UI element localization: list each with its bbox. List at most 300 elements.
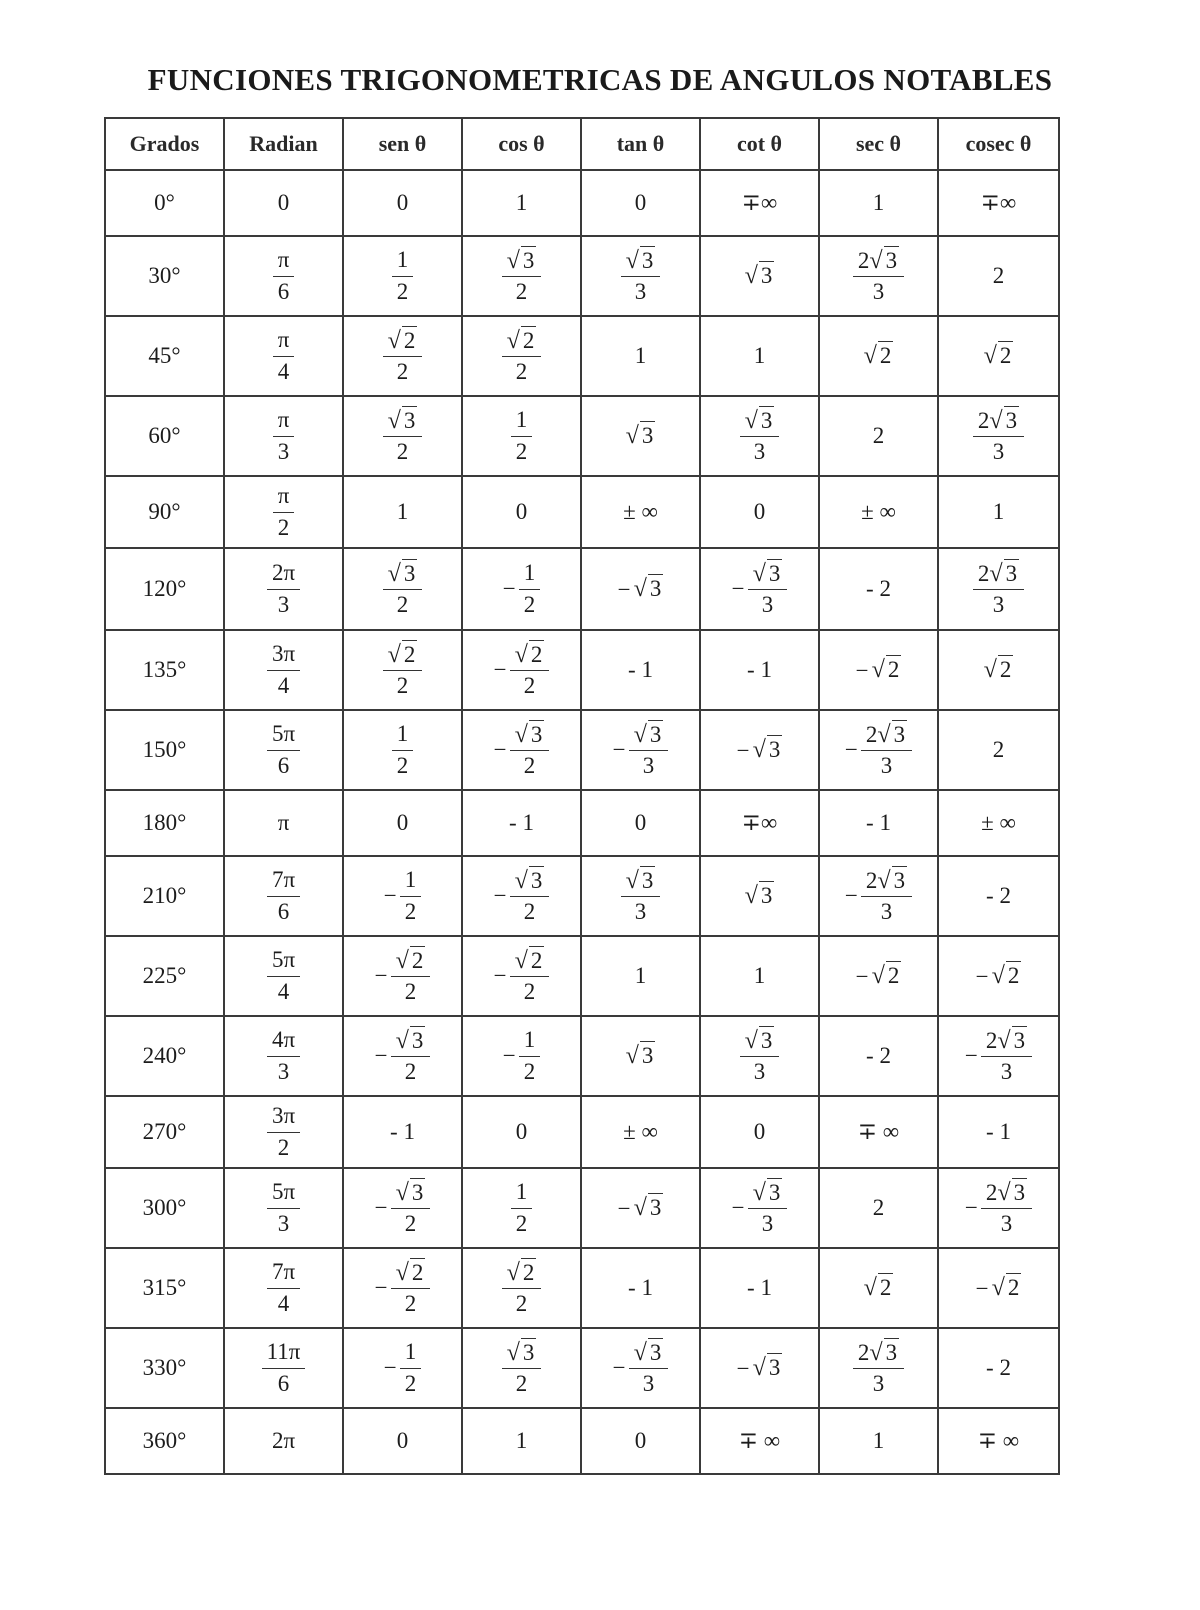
math-value xyxy=(745,263,775,288)
denominator: 3 xyxy=(277,1058,290,1084)
numerator xyxy=(391,948,431,977)
minus-sign: − xyxy=(502,1043,516,1068)
radicand: 3 xyxy=(649,1194,662,1220)
radical: 2√ 3 xyxy=(977,559,1018,587)
numerator xyxy=(973,408,1024,437)
radical: 2√ 3 xyxy=(985,1026,1026,1054)
radical-sign: √ xyxy=(514,720,528,748)
radicand: 2 xyxy=(879,1275,892,1300)
denominator: 3 xyxy=(1000,1211,1013,1237)
minus-sign: − xyxy=(493,883,507,908)
cell-sen xyxy=(343,236,462,316)
denominator: 6 xyxy=(277,278,290,304)
radicand: 2 xyxy=(411,1259,424,1285)
cell-grados: 0° xyxy=(105,170,224,236)
radical: 2√ 3 xyxy=(857,246,898,274)
radical xyxy=(388,642,418,667)
cell-cot xyxy=(700,630,819,710)
denominator: 3 xyxy=(872,1371,885,1397)
math-value: 0 xyxy=(634,190,647,215)
denominator: 4 xyxy=(277,358,290,384)
math-value xyxy=(621,866,661,925)
cell-radian xyxy=(224,1096,343,1168)
math-value xyxy=(618,1195,664,1220)
cell-sen xyxy=(343,1408,462,1474)
radicand: 2 xyxy=(1007,962,1020,988)
radical xyxy=(745,263,775,288)
denominator: 2 xyxy=(523,673,536,699)
radical: 2√ 3 xyxy=(865,720,906,748)
header-cosec: cosec θ xyxy=(938,118,1059,170)
denominator: 2 xyxy=(523,899,536,925)
radicand: 2 xyxy=(522,1259,535,1285)
math-value: 0 xyxy=(396,190,409,215)
radical xyxy=(984,343,1014,368)
cell-cot xyxy=(700,1248,819,1328)
cell-cos xyxy=(462,1248,581,1328)
radical-sign: √ xyxy=(514,866,528,894)
cell-cot xyxy=(700,1016,819,1096)
math-value: - 1 xyxy=(509,810,534,835)
math-value xyxy=(856,657,902,682)
math-value xyxy=(383,326,423,385)
cell-cot xyxy=(700,936,819,1016)
math-value: 1 xyxy=(753,343,766,368)
math-value xyxy=(392,721,414,778)
cell-cot xyxy=(700,548,819,630)
header-tan: tan θ xyxy=(581,118,700,170)
cell-cosec xyxy=(938,1016,1059,1096)
fraction xyxy=(391,1260,431,1317)
denominator: 6 xyxy=(277,898,290,924)
denominator: 2 xyxy=(515,279,528,305)
math-value: 0 xyxy=(515,1119,528,1144)
fraction xyxy=(981,1180,1032,1237)
math-value: 0 xyxy=(753,499,766,524)
radicand: 2 xyxy=(999,343,1012,368)
radical-sign: √ xyxy=(863,1274,877,1301)
cell-grados: 45° xyxy=(105,316,224,396)
cell-tan xyxy=(581,630,700,710)
minus-sign: − xyxy=(964,1043,978,1068)
header-grados: Grados xyxy=(105,118,224,170)
cell-sec xyxy=(819,710,938,790)
denominator: 3 xyxy=(277,438,290,464)
numerator: 7π xyxy=(267,1260,300,1288)
cell-grados: 210° xyxy=(105,856,224,936)
fraction xyxy=(748,561,788,618)
cell-grados: 270° xyxy=(105,1096,224,1168)
fraction xyxy=(391,948,431,1005)
math-value: 1 xyxy=(515,190,528,215)
radical xyxy=(992,1275,1022,1300)
denominator: 2 xyxy=(515,1291,528,1317)
cell-cot xyxy=(700,856,819,936)
fraction xyxy=(740,408,780,465)
cell-cot xyxy=(700,790,819,856)
math-value: 0 xyxy=(634,1428,647,1453)
math-value: - 1 xyxy=(866,810,891,835)
cell-cosec xyxy=(938,1248,1059,1328)
math-value xyxy=(493,946,550,1005)
radicand: 2 xyxy=(879,343,892,368)
minus-sign: − xyxy=(975,964,989,990)
denominator: 3 xyxy=(880,899,893,925)
radicand: 3 xyxy=(760,263,773,288)
table-row xyxy=(105,548,1059,630)
cell-sen xyxy=(343,1248,462,1328)
minus-sign: − xyxy=(731,576,745,601)
radical xyxy=(626,423,656,448)
fraction xyxy=(400,868,422,923)
fraction xyxy=(267,1104,300,1159)
cell-radian: π xyxy=(224,790,343,856)
cell-sen xyxy=(343,396,462,476)
fraction xyxy=(511,408,533,463)
numerator: 1 xyxy=(511,408,533,436)
cell-cos xyxy=(462,856,581,936)
numerator xyxy=(391,1260,431,1289)
denominator: 3 xyxy=(1000,1059,1013,1085)
numerator: π xyxy=(273,408,295,436)
minus-sign: − xyxy=(374,1043,388,1068)
fraction xyxy=(510,868,550,925)
cell-sec xyxy=(819,1408,938,1474)
radical-sign: √ xyxy=(991,961,1005,989)
numerator xyxy=(748,1180,788,1209)
cell-tan xyxy=(581,1016,700,1096)
minus-sign: − xyxy=(964,1195,978,1220)
fraction xyxy=(511,1180,533,1235)
cell-tan xyxy=(581,1328,700,1408)
radicand: 3 xyxy=(530,867,543,893)
cell-sec xyxy=(819,1328,938,1408)
denominator: 3 xyxy=(880,753,893,779)
fraction xyxy=(383,408,423,465)
radicand: 2 xyxy=(403,327,416,353)
table-row xyxy=(105,1248,1059,1328)
radical xyxy=(396,948,426,973)
math-value xyxy=(626,1043,656,1068)
numerator xyxy=(391,1028,431,1057)
cell-sec xyxy=(819,630,938,710)
denominator: 2 xyxy=(396,673,409,699)
math-value xyxy=(731,559,788,618)
radical-sign: √ xyxy=(514,946,528,974)
math-value xyxy=(383,867,421,924)
cell-cos xyxy=(462,476,581,548)
math-value: 2 xyxy=(872,423,885,448)
radicand: 3 xyxy=(768,1179,781,1205)
cell-cot xyxy=(700,396,819,476)
table-row xyxy=(105,1168,1059,1248)
math-value: ± ∞ xyxy=(623,1119,658,1144)
math-value xyxy=(984,657,1014,682)
radical xyxy=(515,642,545,667)
math-value: 0 xyxy=(515,499,528,524)
fraction xyxy=(502,1260,542,1317)
radical-sign: √ xyxy=(744,406,758,434)
cell-sec xyxy=(819,790,938,856)
cell-tan xyxy=(581,1096,700,1168)
cell-sen xyxy=(343,1096,462,1168)
radicand: 3 xyxy=(641,247,654,273)
cell-grados: 135° xyxy=(105,630,224,710)
fraction xyxy=(267,1028,300,1083)
math-value: 2 xyxy=(992,263,1005,288)
table-row xyxy=(105,1408,1059,1474)
denominator: 3 xyxy=(753,439,766,465)
radicand: 3 xyxy=(649,721,662,747)
radical xyxy=(396,1180,426,1205)
numerator: 5π xyxy=(267,722,300,750)
fraction xyxy=(621,248,661,305)
radicand: 3 xyxy=(649,575,662,601)
cell-radian: 2π xyxy=(224,1408,343,1474)
numerator xyxy=(629,1340,669,1369)
radical xyxy=(864,1275,894,1300)
cell-grados: 240° xyxy=(105,1016,224,1096)
fraction xyxy=(267,1260,300,1315)
math-value: ∓∞ xyxy=(741,810,778,835)
cell-cosec xyxy=(938,548,1059,630)
radical xyxy=(753,561,783,586)
numerator: 1 xyxy=(400,1340,422,1368)
cell-tan xyxy=(581,856,700,936)
denominator: 3 xyxy=(761,1211,774,1237)
radical xyxy=(745,1028,775,1053)
cell-cot xyxy=(700,1168,819,1248)
cell-tan xyxy=(581,1248,700,1328)
radicand: 3 xyxy=(1005,560,1018,586)
math-value: ± ∞ xyxy=(981,810,1016,835)
radical-sign: √ xyxy=(633,720,647,748)
cell-grados: 330° xyxy=(105,1328,224,1408)
fraction xyxy=(262,1340,306,1395)
numerator xyxy=(510,722,550,751)
cell-cosec xyxy=(938,476,1059,548)
fraction xyxy=(519,1028,541,1083)
radical-sign: √ xyxy=(625,422,639,449)
radical-sign: √ xyxy=(877,720,891,748)
cell-tan xyxy=(581,1408,700,1474)
radical-sign: √ xyxy=(633,1338,647,1366)
numerator xyxy=(621,868,661,897)
radical xyxy=(507,328,537,353)
math-value: 0 xyxy=(634,810,647,835)
fraction xyxy=(267,948,300,1003)
cell-sen xyxy=(343,1016,462,1096)
radicand: 3 xyxy=(522,1339,535,1365)
radical: 2√ 3 xyxy=(985,1178,1026,1206)
denominator: 3 xyxy=(642,1371,655,1397)
denominator: 3 xyxy=(642,753,655,779)
cell-cos xyxy=(462,548,581,630)
denominator: 3 xyxy=(277,591,290,617)
numerator: 5π xyxy=(267,948,300,976)
math-value xyxy=(737,737,783,762)
math-value xyxy=(493,720,550,779)
radicand: 2 xyxy=(887,656,900,682)
header-cos: cos θ xyxy=(462,118,581,170)
radical: 2√ 3 xyxy=(977,406,1018,434)
math-value xyxy=(984,343,1014,368)
math-value xyxy=(392,247,414,304)
denominator: 3 xyxy=(634,279,647,305)
radical xyxy=(872,963,902,988)
numerator: 1 xyxy=(392,248,414,276)
table-row xyxy=(105,936,1059,1016)
radical-sign: √ xyxy=(506,1338,520,1366)
cell-cos xyxy=(462,1096,581,1168)
math-value xyxy=(853,246,904,305)
radical-sign: √ xyxy=(989,559,1003,587)
radical xyxy=(396,1028,426,1053)
radicand: 3 xyxy=(641,867,654,893)
radicand: 3 xyxy=(1013,1179,1026,1205)
fraction xyxy=(621,868,661,925)
radical-sign: √ xyxy=(989,406,1003,434)
numerator xyxy=(740,408,780,437)
radical-sign: √ xyxy=(387,406,401,434)
radical-sign: √ xyxy=(869,246,883,274)
fraction xyxy=(519,561,541,616)
header-radian: Radian xyxy=(224,118,343,170)
numerator: 3π xyxy=(267,642,300,670)
radical-sign: √ xyxy=(871,961,885,989)
cell-sec xyxy=(819,1168,938,1248)
radical-sign: √ xyxy=(871,655,885,683)
numerator xyxy=(383,408,423,437)
radical-sign: √ xyxy=(395,1026,409,1054)
radical xyxy=(396,1260,426,1285)
radical-sign: √ xyxy=(625,246,639,274)
math-value xyxy=(502,1258,542,1317)
radicand: 3 xyxy=(760,1027,773,1053)
cell-radian xyxy=(224,396,343,476)
numerator xyxy=(502,328,542,357)
math-value xyxy=(502,326,542,385)
math-value xyxy=(976,1275,1022,1300)
cell-sen xyxy=(343,170,462,236)
radical-sign: √ xyxy=(633,574,647,602)
table-row xyxy=(105,396,1059,476)
denominator: 2 xyxy=(396,278,409,304)
radical xyxy=(753,737,783,762)
cell-grados: 360° xyxy=(105,1408,224,1474)
fraction xyxy=(400,1340,422,1395)
radical-sign: √ xyxy=(877,866,891,894)
table-row xyxy=(105,1328,1059,1408)
radical xyxy=(388,328,418,353)
radical-sign: √ xyxy=(983,342,997,369)
math-value xyxy=(740,1026,780,1085)
denominator: 2 xyxy=(523,979,536,1005)
math-value xyxy=(502,560,540,617)
cell-tan xyxy=(581,170,700,236)
cell-radian xyxy=(224,710,343,790)
math-value xyxy=(853,1338,904,1397)
radical xyxy=(634,1340,664,1365)
cell-sen xyxy=(343,936,462,1016)
radicand: 3 xyxy=(411,1179,424,1205)
page-title: FUNCIONES TRIGONOMETRICAS DE ANGULOS NOTABLES xyxy=(147,62,1053,97)
cell-cos xyxy=(462,1328,581,1408)
radical xyxy=(745,883,775,908)
radical-sign: √ xyxy=(983,656,997,683)
denominator: 3 xyxy=(753,1059,766,1085)
radicand: 3 xyxy=(760,407,773,433)
table-row xyxy=(105,630,1059,710)
denominator: 2 xyxy=(404,898,417,924)
minus-sign: − xyxy=(617,577,631,603)
math-value: 1 xyxy=(515,1428,528,1453)
cell-grados: 315° xyxy=(105,1248,224,1328)
cell-cot xyxy=(700,316,819,396)
minus-sign: − xyxy=(493,963,507,988)
fraction xyxy=(502,1340,542,1397)
math-value: 1 xyxy=(634,343,647,368)
radical-sign: √ xyxy=(633,1193,647,1221)
math-value xyxy=(737,1355,783,1380)
radicand: 2 xyxy=(522,327,535,353)
table-row xyxy=(105,1096,1059,1168)
cell-sec xyxy=(819,396,938,476)
numerator xyxy=(973,561,1024,590)
radical-sign: √ xyxy=(744,1026,758,1054)
cell-sec xyxy=(819,548,938,630)
numerator: 1 xyxy=(511,1180,533,1208)
numerator xyxy=(861,868,912,897)
math-value xyxy=(612,1338,669,1397)
radicand: 3 xyxy=(641,1043,654,1068)
cell-cosec xyxy=(938,856,1059,936)
radical xyxy=(753,1180,783,1205)
radical xyxy=(626,248,656,273)
numerator: 7π xyxy=(267,868,300,896)
denominator: 2 xyxy=(404,1370,417,1396)
math-value: - 2 xyxy=(986,1355,1011,1380)
math-value xyxy=(844,866,912,925)
table-row xyxy=(105,170,1059,236)
table-row xyxy=(105,790,1059,856)
trig-table xyxy=(104,117,1060,1475)
denominator: 3 xyxy=(761,592,774,618)
cell-radian xyxy=(224,1248,343,1328)
math-value: - 1 xyxy=(628,1275,653,1300)
math-value xyxy=(511,407,533,464)
cell-radian xyxy=(224,236,343,316)
math-value: - 2 xyxy=(986,883,1011,908)
cell-cos xyxy=(462,790,581,856)
numerator: π xyxy=(273,328,295,356)
header-cot: cot θ xyxy=(700,118,819,170)
radical xyxy=(626,1043,656,1068)
math-value xyxy=(374,1178,431,1237)
cell-cot xyxy=(700,170,819,236)
radicand: 2 xyxy=(530,641,543,667)
math-value xyxy=(964,1026,1032,1085)
math-value xyxy=(864,1275,894,1300)
denominator: 4 xyxy=(277,672,290,698)
header-sen: sen θ xyxy=(343,118,462,170)
math-value: ∓ ∞ xyxy=(738,1428,781,1453)
radical xyxy=(626,868,656,893)
radical-sign: √ xyxy=(744,262,758,289)
math-value xyxy=(976,963,1022,988)
math-value xyxy=(745,883,775,908)
cell-grados: 180° xyxy=(105,790,224,856)
